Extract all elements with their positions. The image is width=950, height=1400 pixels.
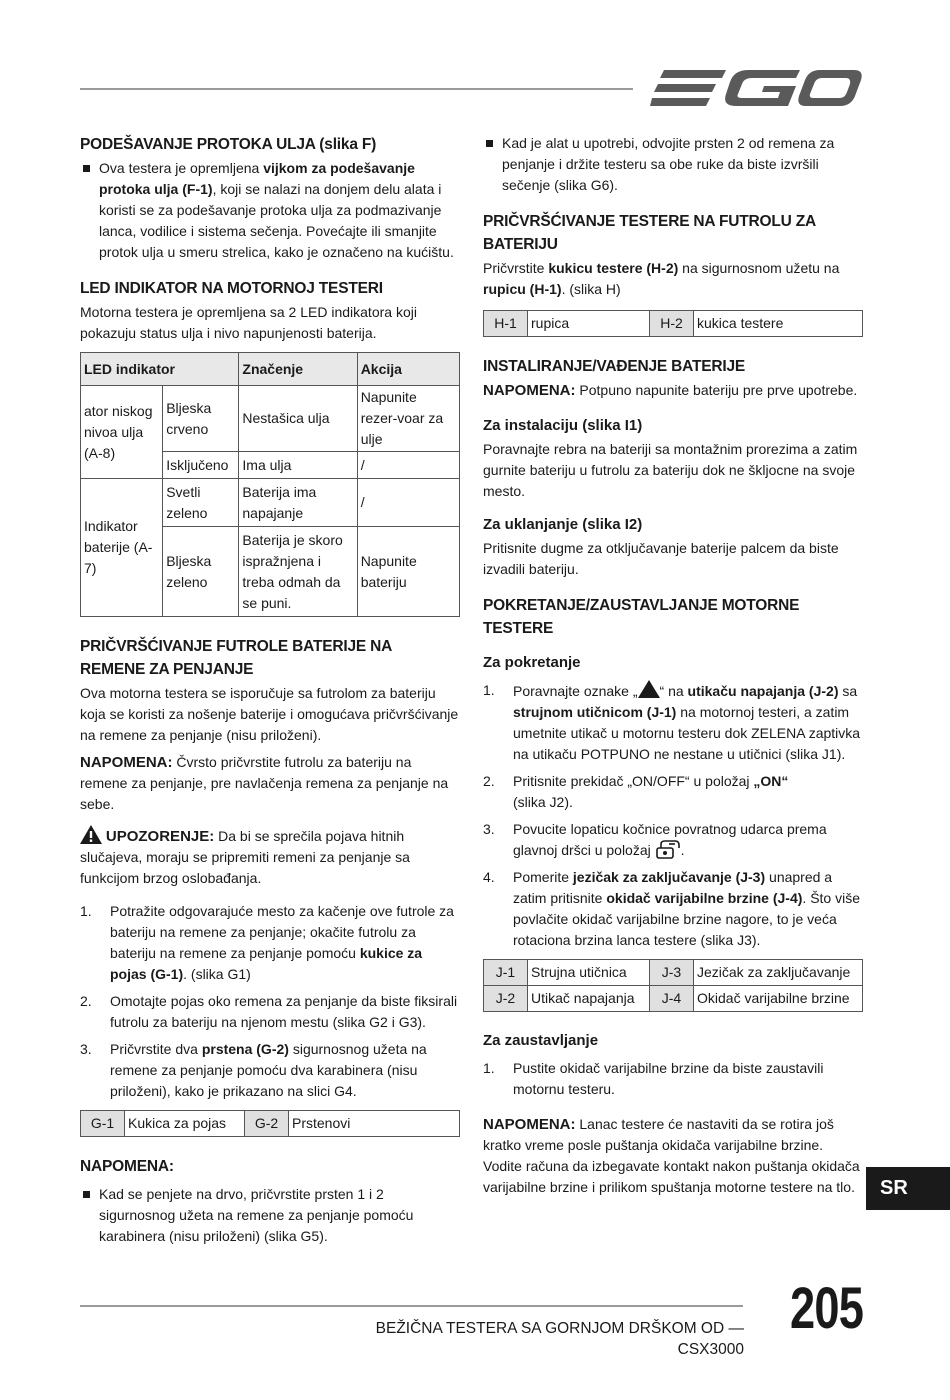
led-table [80, 352, 460, 617]
attach-saw-text: Pričvrstite kukicu testere (H-2) na sigurnosnom užetu na rupicu (H-1). (slika H) [483, 260, 840, 297]
battery-indicator-cell: Indikator baterije (A-7) [81, 479, 163, 617]
right-column [483, 133, 863, 1198]
g-legend-table [80, 1110, 460, 1137]
table-cell: Utikač napajanja [528, 986, 650, 1012]
list-item: 2. Pritisnite prekidač „ON/OFF“ u položaj „ON“ (slika J2). [483, 773, 789, 810]
list-item: 1. Pustite okidač varijabilne brzine da biste zaustavili motornu testeru. [483, 1060, 824, 1097]
footer-title: BEŽIČNA TESTERA SA GORNJOM DRŠKOM OD — CSX3000 [375, 1320, 744, 1358]
table-cell: Baterija ima napajanje [239, 479, 357, 527]
table-cell: Baterija je skoro ispražnjena i treba odmah da se puni. [239, 527, 357, 617]
table-cell: H-2 [650, 311, 694, 337]
led-col-header: LED indikator [81, 353, 239, 386]
oil-flow-bullet: Ova testera je opremljena vijkom za podešavanje protoka ulja (F-1), koji se nalazi na donjem delu alata i koristi se za podešavanje protoka ulja za podmazivanje lanca, vodilice i sistema sečenja. Povećajte ili smanjite protok ulja u smeru strelica, kako je označeno na kućištu. [80, 158, 460, 263]
language-tab: SR [866, 1167, 950, 1210]
table-cell: kukica testere [694, 311, 863, 337]
section-title-battery-holster: PRIČVRŠĆIVANJE FUTROLE BATERIJE NA REMENE ZA PENJANJE [80, 638, 392, 678]
section-title-oil-flow: PODEŠAVANJE PROTOKA ULJA (slika F) [80, 136, 377, 153]
table-cell: Ima ulja [239, 452, 357, 479]
bullet-square-icon [83, 1191, 90, 1198]
table-cell: Okidač varijabilne brzine [694, 986, 863, 1012]
table-cell: rupica [528, 311, 650, 337]
stop-note: NAPOMENA: Lanac testere će nastaviti da se rotira još kratko vreme posle puštanja okidača varijabilne brzine. Vodite računa da izbegavate kontakt nakon puštanja okidača varijabilne brzine i prilikom spuštanja motorne testere na tlo. [483, 1116, 860, 1195]
ego-logo [650, 64, 862, 112]
logo-text: EGO [650, 64, 653, 65]
subtitle-install: Za instalaciju (slika I1) [483, 417, 643, 434]
section-title-start-stop: POKRETANJE/ZAUSTAVLJANJE MOTORNE TESTERE [483, 597, 800, 637]
section-title-note: NAPOMENA: [80, 1158, 174, 1175]
table-cell: Strujna utičnica [528, 960, 650, 986]
table-cell: Svetli zeleno [163, 479, 239, 527]
in-use-bullet: Kad je alat u upotrebi, odvojite prsten 2 od remena za penjanje i držite testeru sa obe ruke da biste izvršili sečenje (slika G6). [483, 133, 863, 196]
holster-note: NAPOMENA: Čvrsto pričvrstite futrolu za bateriju na remene za penjanje, pre navlačenja remena za penjanje na sebe. [80, 754, 449, 812]
subtitle-remove: Za uklanjanje (slika I2) [483, 516, 643, 533]
list-item: 3. Povucite lopaticu kočnice povratnog udarca prema glavnoj dršci u položaj . [483, 821, 827, 858]
oil-indicator-cell: ator niskog nivoa ulja (A-8) [81, 386, 163, 479]
led-intro: Motorna testera je opremljena sa 2 LED indikatora koji pokazuju status ulja i nivo napunjenosti baterija. [80, 304, 417, 341]
battery-note: NAPOMENA: Potpuno napunite bateriju pre prve upotrebe. [483, 382, 858, 399]
table-cell: J-4 [650, 986, 694, 1012]
table-cell: G-1 [81, 1111, 125, 1137]
table-cell: Prstenovi [289, 1111, 460, 1137]
warning-triangle-icon [80, 825, 102, 844]
climbing-bullet: Kad se penjete na drvo, pričvrstite prsten 1 i 2 sigurnosnog užeta na remene za penjanje pomoću karabinera (nisu priloženi) (slika G5). [80, 1184, 460, 1247]
table-cell: Jezičak za zaključavanje [694, 960, 863, 986]
list-item: 1. Potražite odgovarajuće mesto za kačenje ove futrole za bateriju na remene za penjanje; okačite futrolu za bateriju na remene za penjanje pomoću kukice za pojas (G-1). (slika G1) [80, 903, 454, 982]
bullet-square-icon [486, 140, 493, 147]
section-title-led: LED INDIKATOR NA MOTORNOJ TESTERI [80, 280, 383, 297]
triangle-mark-icon [638, 680, 660, 698]
table-cell: / [357, 452, 459, 479]
remove-text: Pritisnite dugme za otključavanje baterije palcem da biste izvadili bateriju. [483, 540, 839, 577]
bullet-square-icon [83, 165, 90, 172]
subtitle-start: Za pokretanje [483, 654, 581, 671]
page-number: 205 [790, 1276, 864, 1341]
meaning-col-header: Značenje [239, 353, 357, 386]
subtitle-stop: Za zaustavljanje [483, 1032, 599, 1049]
j-legend-table [483, 959, 863, 1012]
start-steps [483, 680, 863, 951]
table-cell: J-3 [650, 960, 694, 986]
list-item: 1. Poravnajte oznake „ “ na utikaču napajanja (J-2) sa strujnom utičnicom (J-1) na motornoj testeri, a zatim umetnite utikač u motornu testeru dok ZELENA zaptivka na utikaču POTPUNO ne nestane u utičnici (slika J1). [483, 682, 861, 762]
table-cell: J-2 [484, 986, 528, 1012]
list-item: 4. Pomerite jezičak za zaključavanje (J-3) unapred a zatim pritisnite okidač varijabilne brzine (J-4). Što više povlačite okidač varijabilne brzine nagore, to je veća rotaciona brzina lanca testere (slika J3). [483, 869, 861, 948]
action-col-header: Akcija [357, 353, 459, 386]
warning-paragraph: UPOZORENJE: Da bi se sprečila pojava hitnih slučajeva, moraju se pripremiti remeni za penjanje sa funkcijom brzog oslobađanja. [80, 825, 460, 889]
header-rule [80, 88, 633, 90]
table-cell: Isključeno [163, 452, 239, 479]
table-cell: J-1 [484, 960, 528, 986]
footer-rule [80, 1305, 743, 1307]
h-legend-table [483, 310, 863, 337]
holster-steps [80, 901, 460, 1102]
brake-position-icon [655, 840, 681, 860]
section-title-attach-saw: PRIČVRŠĆIVANJE TESTERE NA FUTROLU ZA BATERIJU [483, 213, 816, 253]
table-cell: Bljeska zeleno [163, 527, 239, 617]
table-cell: / [357, 479, 459, 527]
holster-intro: Ova motorna testera se isporučuje sa futrolom za bateriju koja se koristi za nošenje baterije i omogućava pričvršćivanje na remene za penjanje (nisu priloženi). [80, 685, 459, 743]
table-cell: Napunite bateriju [357, 527, 459, 617]
left-column [80, 133, 460, 1247]
table-cell: Kukica za pojas [125, 1111, 245, 1137]
list-item: 3. Pričvrstite dva prstena (G-2) sigurnosnog užeta na remene za penjanje pomoću dva karabinera (nisu priloženi), kako je prikazano na slici G4. [80, 1041, 427, 1099]
table-cell: Napunite rezer-voar za ulje [357, 386, 459, 452]
table-cell: Bljeska crveno [163, 386, 239, 452]
list-item: 2. Omotajte pojas oko remena za penjanje da biste fiksirali futrolu za bateriju na njenom mestu (slika G2 i G3). [80, 993, 458, 1030]
table-cell: H-1 [484, 311, 528, 337]
install-text: Poravnajte rebra na bateriji sa montažnim prorezima a zatim gurnite bateriju u futrolu za bateriju dok ne škljocne na svoje mesto. [483, 441, 858, 499]
table-cell: Nestašica ulja [239, 386, 357, 452]
section-title-battery-install: INSTALIRANJE/VAĐENJE BATERIJE [483, 358, 746, 375]
table-cell: G-2 [245, 1111, 289, 1137]
stop-steps [483, 1058, 863, 1100]
